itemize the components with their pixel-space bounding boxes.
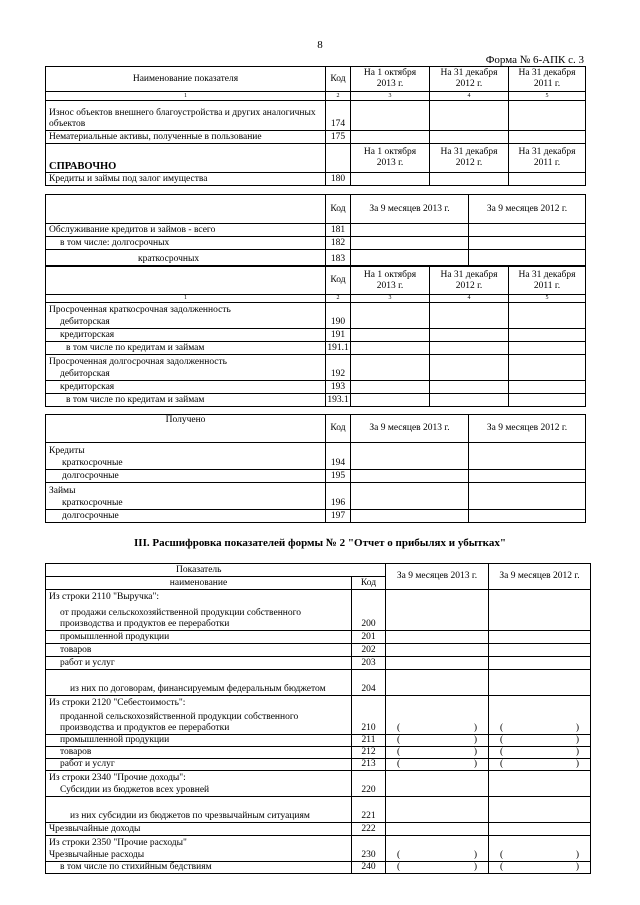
value-cell[interactable] [351, 101, 430, 131]
value-cell[interactable] [351, 497, 469, 510]
empty-cell [326, 355, 351, 368]
row-label-240: в том числе по стихийным бедствиям [46, 862, 352, 874]
received-table [45, 414, 586, 523]
value-cell[interactable] [489, 797, 591, 823]
value-cell[interactable] [351, 381, 430, 394]
value-cell[interactable] [351, 173, 430, 186]
value-cell-paren[interactable]: ( ) [489, 709, 591, 735]
value-cell[interactable] [469, 470, 586, 483]
value-cell[interactable] [430, 381, 509, 394]
form-reference: Форма № 6-АПК с. 3 [485, 54, 584, 66]
row-code-196: 196 [326, 497, 351, 510]
value-cell[interactable] [509, 303, 586, 316]
section-3-title: III. Расшифровка показателей формы № 2 "Отчет о прибылях и убытках" [134, 537, 506, 549]
row-code-194: 194 [326, 457, 351, 470]
value-cell[interactable] [489, 696, 591, 709]
row-code-174: 174 [326, 101, 351, 131]
row-label-194: краткосрочные [46, 457, 326, 470]
value-cell[interactable] [430, 303, 509, 316]
row-code-221: 221 [352, 797, 386, 823]
row-label-193: кредиторская [46, 381, 326, 394]
header-oct-2013: На 1 октября 2013 г. [351, 144, 430, 173]
group-label-loans: Займы [46, 483, 326, 497]
value-cell[interactable] [386, 784, 489, 797]
value-cell[interactable] [509, 342, 586, 355]
value-cell[interactable] [489, 644, 591, 657]
value-cell[interactable] [351, 224, 469, 237]
value-cell[interactable] [430, 101, 509, 131]
row-code-191: 191 [326, 329, 351, 342]
value-cell-paren[interactable]: ( ) [489, 849, 591, 862]
value-cell[interactable] [386, 670, 489, 696]
header-dec-2011: На 31 декабря 2011 г. [509, 144, 586, 173]
value-cell[interactable] [351, 443, 469, 457]
header-dec-2011: На 31 декабря 2011 г. [509, 267, 586, 295]
header-dec-2012: На 31 декабря 2012 г. [430, 144, 509, 173]
value-cell[interactable] [509, 381, 586, 394]
value-cell[interactable] [351, 250, 469, 266]
row-label-210: проданной сельскохозяйственной продукции собственного производства и продуктов ее переработки [46, 709, 352, 735]
value-cell[interactable] [469, 483, 586, 497]
value-cell[interactable] [430, 355, 509, 368]
empty-cell [46, 267, 326, 295]
value-cell[interactable] [430, 316, 509, 329]
row-code-210: 210 [352, 709, 386, 735]
column-number: 2 [326, 295, 351, 303]
row-code-202: 202 [352, 644, 386, 657]
value-cell[interactable] [469, 497, 586, 510]
column-number: 1 [46, 92, 326, 101]
row-label-197: долгосрочные [46, 510, 326, 523]
value-cell[interactable] [351, 131, 430, 144]
row-label-182: в том числе: долгосрочных [46, 237, 326, 250]
header-dec-2012: На 31 декабря 2012 г. [430, 67, 509, 92]
row-code-230: 230 [352, 849, 386, 862]
value-cell[interactable] [469, 250, 586, 266]
value-cell[interactable] [509, 394, 586, 407]
income-statement-breakdown-table [45, 563, 591, 874]
value-cell-paren[interactable]: ( ) [386, 747, 489, 759]
value-cell[interactable] [430, 368, 509, 381]
row-label-175: Нематериальные активы, полученные в пользование [46, 131, 326, 144]
header-9m-2013: За 9 месяцев 2013 г. [351, 415, 469, 443]
value-cell[interactable] [489, 631, 591, 644]
header-code: Код [326, 67, 351, 92]
row-code-240: 240 [352, 862, 386, 874]
row-label-191: кредиторская [46, 329, 326, 342]
row-code-203: 203 [352, 657, 386, 670]
value-cell[interactable] [489, 603, 591, 631]
value-cell[interactable] [351, 355, 430, 368]
header-oct-2013: На 1 октября 2013 г. [351, 267, 430, 295]
row-label-212: товаров [46, 747, 352, 759]
empty-cell [326, 303, 351, 316]
value-cell[interactable] [489, 836, 591, 849]
value-cell[interactable] [351, 329, 430, 342]
header-9m-2012: За 9 месяцев 2012 г. [469, 195, 586, 224]
row-label-204: из них по договорам, финансируемым федеральным бюджетом [46, 670, 352, 696]
group-label-overdue-long: Просроченная долгосрочная задолженность [46, 355, 326, 368]
header-9m-2013: За 9 месяцев 2013 г. [351, 195, 469, 224]
empty-cell [352, 696, 386, 709]
header-indicator-name: Наименование показателя [46, 67, 326, 92]
value-cell[interactable] [351, 237, 469, 250]
value-cell[interactable] [386, 771, 489, 784]
value-cell[interactable] [351, 303, 430, 316]
row-label-180: Кредиты и займы под залог имущества [46, 173, 326, 186]
row-code-193-1: 193.1 [327, 395, 349, 405]
group-label-2120: Из строки 2120 "Себестоимость": [46, 696, 352, 709]
row-code-181: 181 [326, 224, 351, 237]
column-number: 4 [430, 92, 509, 101]
overdue-debt-table [45, 266, 586, 407]
row-code-211: 211 [352, 735, 386, 747]
row-label-222: Чрезвычайные доходы [46, 823, 352, 836]
row-code-183: 183 [326, 250, 351, 266]
row-label-192: дебиторская [46, 368, 326, 381]
group-label-credits: Кредиты [46, 443, 326, 457]
balance-supplement-table [45, 66, 586, 186]
empty-cell [326, 483, 351, 497]
value-cell[interactable] [351, 483, 469, 497]
value-cell[interactable] [489, 823, 591, 836]
value-cell[interactable] [469, 457, 586, 470]
row-label-191-1: в том числе по кредитам и займам [46, 342, 326, 355]
empty-cell [352, 836, 386, 849]
row-label-203: работ и услуг [46, 657, 352, 670]
empty-cell [326, 144, 351, 173]
value-cell-paren[interactable]: ( ) [489, 759, 591, 771]
column-number: 5 [509, 92, 586, 101]
value-cell[interactable] [386, 631, 489, 644]
group-label-2340: Из строки 2340 "Прочие доходы": [46, 771, 352, 784]
value-cell[interactable] [386, 603, 489, 631]
row-code-190: 190 [326, 316, 351, 329]
row-label-174: Износ объектов внешнего благоустройства и других аналогичных объектов [46, 101, 326, 131]
value-cell[interactable] [509, 355, 586, 368]
value-cell[interactable] [351, 342, 430, 355]
row-label-195: долгосрочные [46, 470, 326, 483]
value-cell[interactable] [386, 696, 489, 709]
row-label-220: Субсидии из бюджетов всех уровней [46, 784, 352, 797]
row-code-193: 193 [326, 381, 351, 394]
column-number: 3 [351, 92, 430, 101]
value-cell-paren[interactable]: ( ) [386, 862, 489, 874]
value-cell[interactable] [489, 771, 591, 784]
row-label-183: краткосрочных [46, 250, 326, 266]
empty-cell [326, 443, 351, 457]
value-cell[interactable] [386, 836, 489, 849]
column-number: 3 [351, 295, 430, 303]
value-cell[interactable] [509, 131, 586, 144]
value-cell[interactable] [351, 510, 469, 523]
value-cell[interactable] [430, 329, 509, 342]
value-cell[interactable] [489, 590, 591, 603]
value-cell[interactable] [430, 342, 509, 355]
row-code-195: 195 [326, 470, 351, 483]
row-code-212: 212 [352, 747, 386, 759]
empty-cell [352, 771, 386, 784]
row-code-191-1: 191.1 [327, 343, 349, 353]
reference-heading: СПРАВОЧНО [46, 144, 326, 173]
value-cell[interactable] [469, 510, 586, 523]
value-cell[interactable] [509, 316, 586, 329]
value-cell[interactable] [386, 644, 489, 657]
row-label-201: промышленной продукции [46, 631, 352, 644]
header-9m-2013: За 9 месяцев 2013 г. [386, 564, 489, 590]
row-code-220: 220 [352, 784, 386, 797]
value-cell[interactable] [386, 797, 489, 823]
value-cell[interactable] [509, 101, 586, 131]
row-code-175: 175 [326, 131, 351, 144]
value-cell[interactable] [351, 368, 430, 381]
header-oct-2013: На 1 октября 2013 г. [351, 67, 430, 92]
row-label-196: краткосрочные [46, 497, 326, 510]
header-9m-2012: За 9 месяцев 2012 г. [489, 564, 591, 590]
value-cell-paren[interactable]: ( ) [386, 759, 489, 771]
value-cell[interactable] [489, 670, 591, 696]
value-cell[interactable] [386, 823, 489, 836]
row-code-197: 197 [326, 510, 351, 523]
header-dec-2012: На 31 декабря 2012 г. [430, 267, 509, 295]
row-label-213: работ и услуг [46, 759, 352, 771]
value-cell[interactable] [509, 329, 586, 342]
row-code-201: 201 [352, 631, 386, 644]
column-number: 1 [46, 295, 326, 303]
header-code: Код [326, 195, 351, 224]
value-cell[interactable] [351, 394, 430, 407]
value-cell[interactable] [489, 657, 591, 670]
header-code: Код [326, 267, 351, 295]
value-cell-paren[interactable]: ( ) [386, 735, 489, 747]
header-9m-2012: За 9 месяцев 2012 г. [469, 415, 586, 443]
value-cell[interactable] [469, 224, 586, 237]
value-cell[interactable] [386, 590, 489, 603]
row-label-202: товаров [46, 644, 352, 657]
value-cell[interactable] [430, 131, 509, 144]
row-label-193-1: в том числе по кредитам и займам [46, 394, 326, 407]
received-heading: Получено [46, 415, 326, 443]
value-cell-paren[interactable]: ( ) [489, 862, 591, 874]
row-label-230: Чрезвычайные расходы [46, 849, 352, 862]
header-code: Код [326, 415, 351, 443]
value-cell[interactable] [351, 316, 430, 329]
header-code: Код [352, 577, 386, 590]
group-label-2110: Из строки 2110 "Выручка": [46, 590, 352, 603]
row-label-200: от продажи сельскохозяйственной продукции собственного производства и продуктов ее переработки [46, 603, 352, 631]
empty-cell [352, 564, 386, 577]
row-code-192: 192 [326, 368, 351, 381]
row-label-190: дебиторская [46, 316, 326, 329]
row-code-200: 200 [352, 603, 386, 631]
value-cell[interactable] [351, 470, 469, 483]
row-label-221: из них субсидии из бюджетов по чрезвычайным ситуациям [46, 797, 352, 823]
value-cell-paren[interactable]: ( ) [489, 735, 591, 747]
row-code-204: 204 [352, 670, 386, 696]
value-cell[interactable] [509, 173, 586, 186]
value-cell[interactable] [351, 457, 469, 470]
column-number: 2 [326, 92, 351, 101]
row-code-182: 182 [326, 237, 351, 250]
value-cell-paren[interactable]: ( ) [489, 747, 591, 759]
row-label-211: промышленной продукции [46, 735, 352, 747]
page-number: 8 [317, 39, 323, 51]
value-cell[interactable] [469, 237, 586, 250]
value-cell[interactable] [469, 443, 586, 457]
column-number: 5 [509, 295, 586, 303]
loan-service-table [45, 194, 586, 266]
header-name: наименование [46, 577, 352, 590]
group-label-overdue-short: Просроченная краткосрочная задолженность [46, 303, 326, 316]
value-cell[interactable] [430, 394, 509, 407]
group-label-2350: Из строки 2350 "Прочие расходы" [46, 836, 352, 849]
header-dec-2011: На 31 декабря 2011 г. [509, 67, 586, 92]
empty-cell [352, 590, 386, 603]
row-code-180: 180 [326, 173, 351, 186]
value-cell[interactable] [430, 173, 509, 186]
value-cell-paren[interactable]: ( ) [386, 849, 489, 862]
row-label-181: Обслуживание кредитов и займов - всего [46, 224, 326, 237]
header-indicator: Показатель [46, 564, 352, 577]
row-code-222: 222 [352, 823, 386, 836]
row-code-213: 213 [352, 759, 386, 771]
value-cell-paren[interactable]: ( ) [386, 709, 489, 735]
column-number: 4 [430, 295, 509, 303]
value-cell[interactable] [386, 657, 489, 670]
value-cell[interactable] [489, 784, 591, 797]
empty-cell [46, 195, 326, 224]
value-cell[interactable] [509, 368, 586, 381]
